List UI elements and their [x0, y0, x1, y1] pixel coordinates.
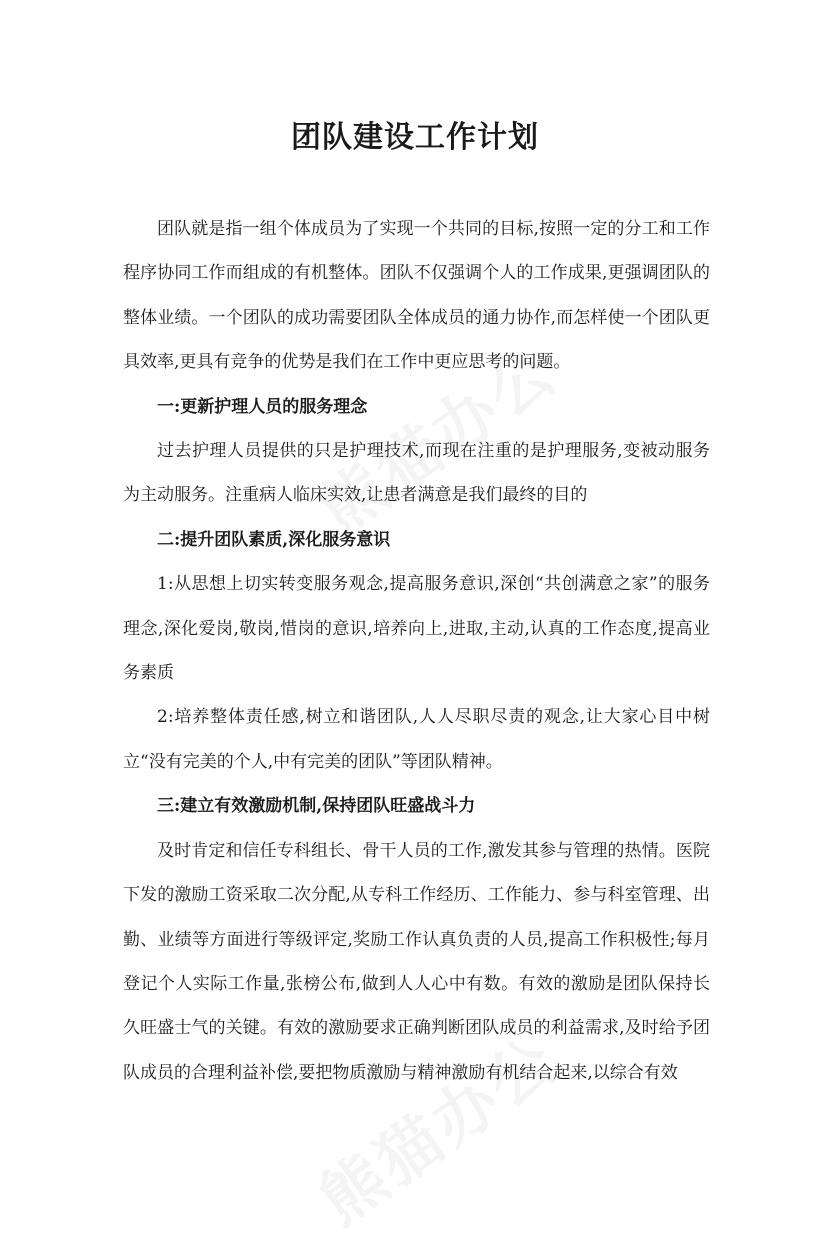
paragraph: 过去护理人员提供的只是护理技术,而现在注重的是护理服务,变被动服务为主动服务。注重病人临床实效,让患者满意是我们最终的目的 — [123, 441, 710, 506]
section-heading: 二:提升团队素质,深化服务意识 — [157, 529, 391, 550]
document-body — [123, 207, 710, 1095]
document-title: 团队建设工作计划 — [291, 120, 539, 155]
paragraph: 1:从思想上切实转变服务观念,提高服务意识,深创“共创满意之家”的服务理念,深化爱岗,敬岗,惜岗的意识,培养向上,进取,主动,认真的工作态度,提高业务素质 — [123, 574, 710, 684]
paragraph: 及时肯定和信任专科组长、骨干人员的工作,激发其参与管理的热情。医院下发的激励工资采取二次分配,从专科工作经历、工作能力、参与科室管理、出勤、业绩等方面进行等级评定,奖励工作认真负责的人员,提高工作积极性;每月登记个人实际工作量,张榜公布,做到人人心中有数。有效的激励是团队保持长久旺盛士气的关键。有效的激励要求正确判断团队成员的利益需求,及时给予团队成员的合理利益补偿,要把物质激励与精神激励有机结合起来,以综合有效 — [123, 840, 710, 1083]
paragraph: 2:培养整体责任感,树立和谐团队,人人尽职尽责的观念,让大家心目中树立“没有完美的个人,中有完美的团队”等团队精神。 — [123, 707, 710, 772]
section-heading: 一:更新护理人员的服务理念 — [157, 396, 368, 417]
paragraph: 团队就是指一组个体成员为了实现一个共同的目标,按照一定的分工和工作程序协同工作而组成的有机整体。团队不仅强调个人的工作成果,更强调团队的整体业绩。一个团队的成功需要团队全体成员的通力协作,而怎样使一个团队更具效率,更具有竞争的优势是我们在工作中更应思考的问题。 — [123, 219, 710, 373]
section-heading: 三:建立有效激励机制,保持团队旺盛战斗力 — [157, 796, 476, 817]
